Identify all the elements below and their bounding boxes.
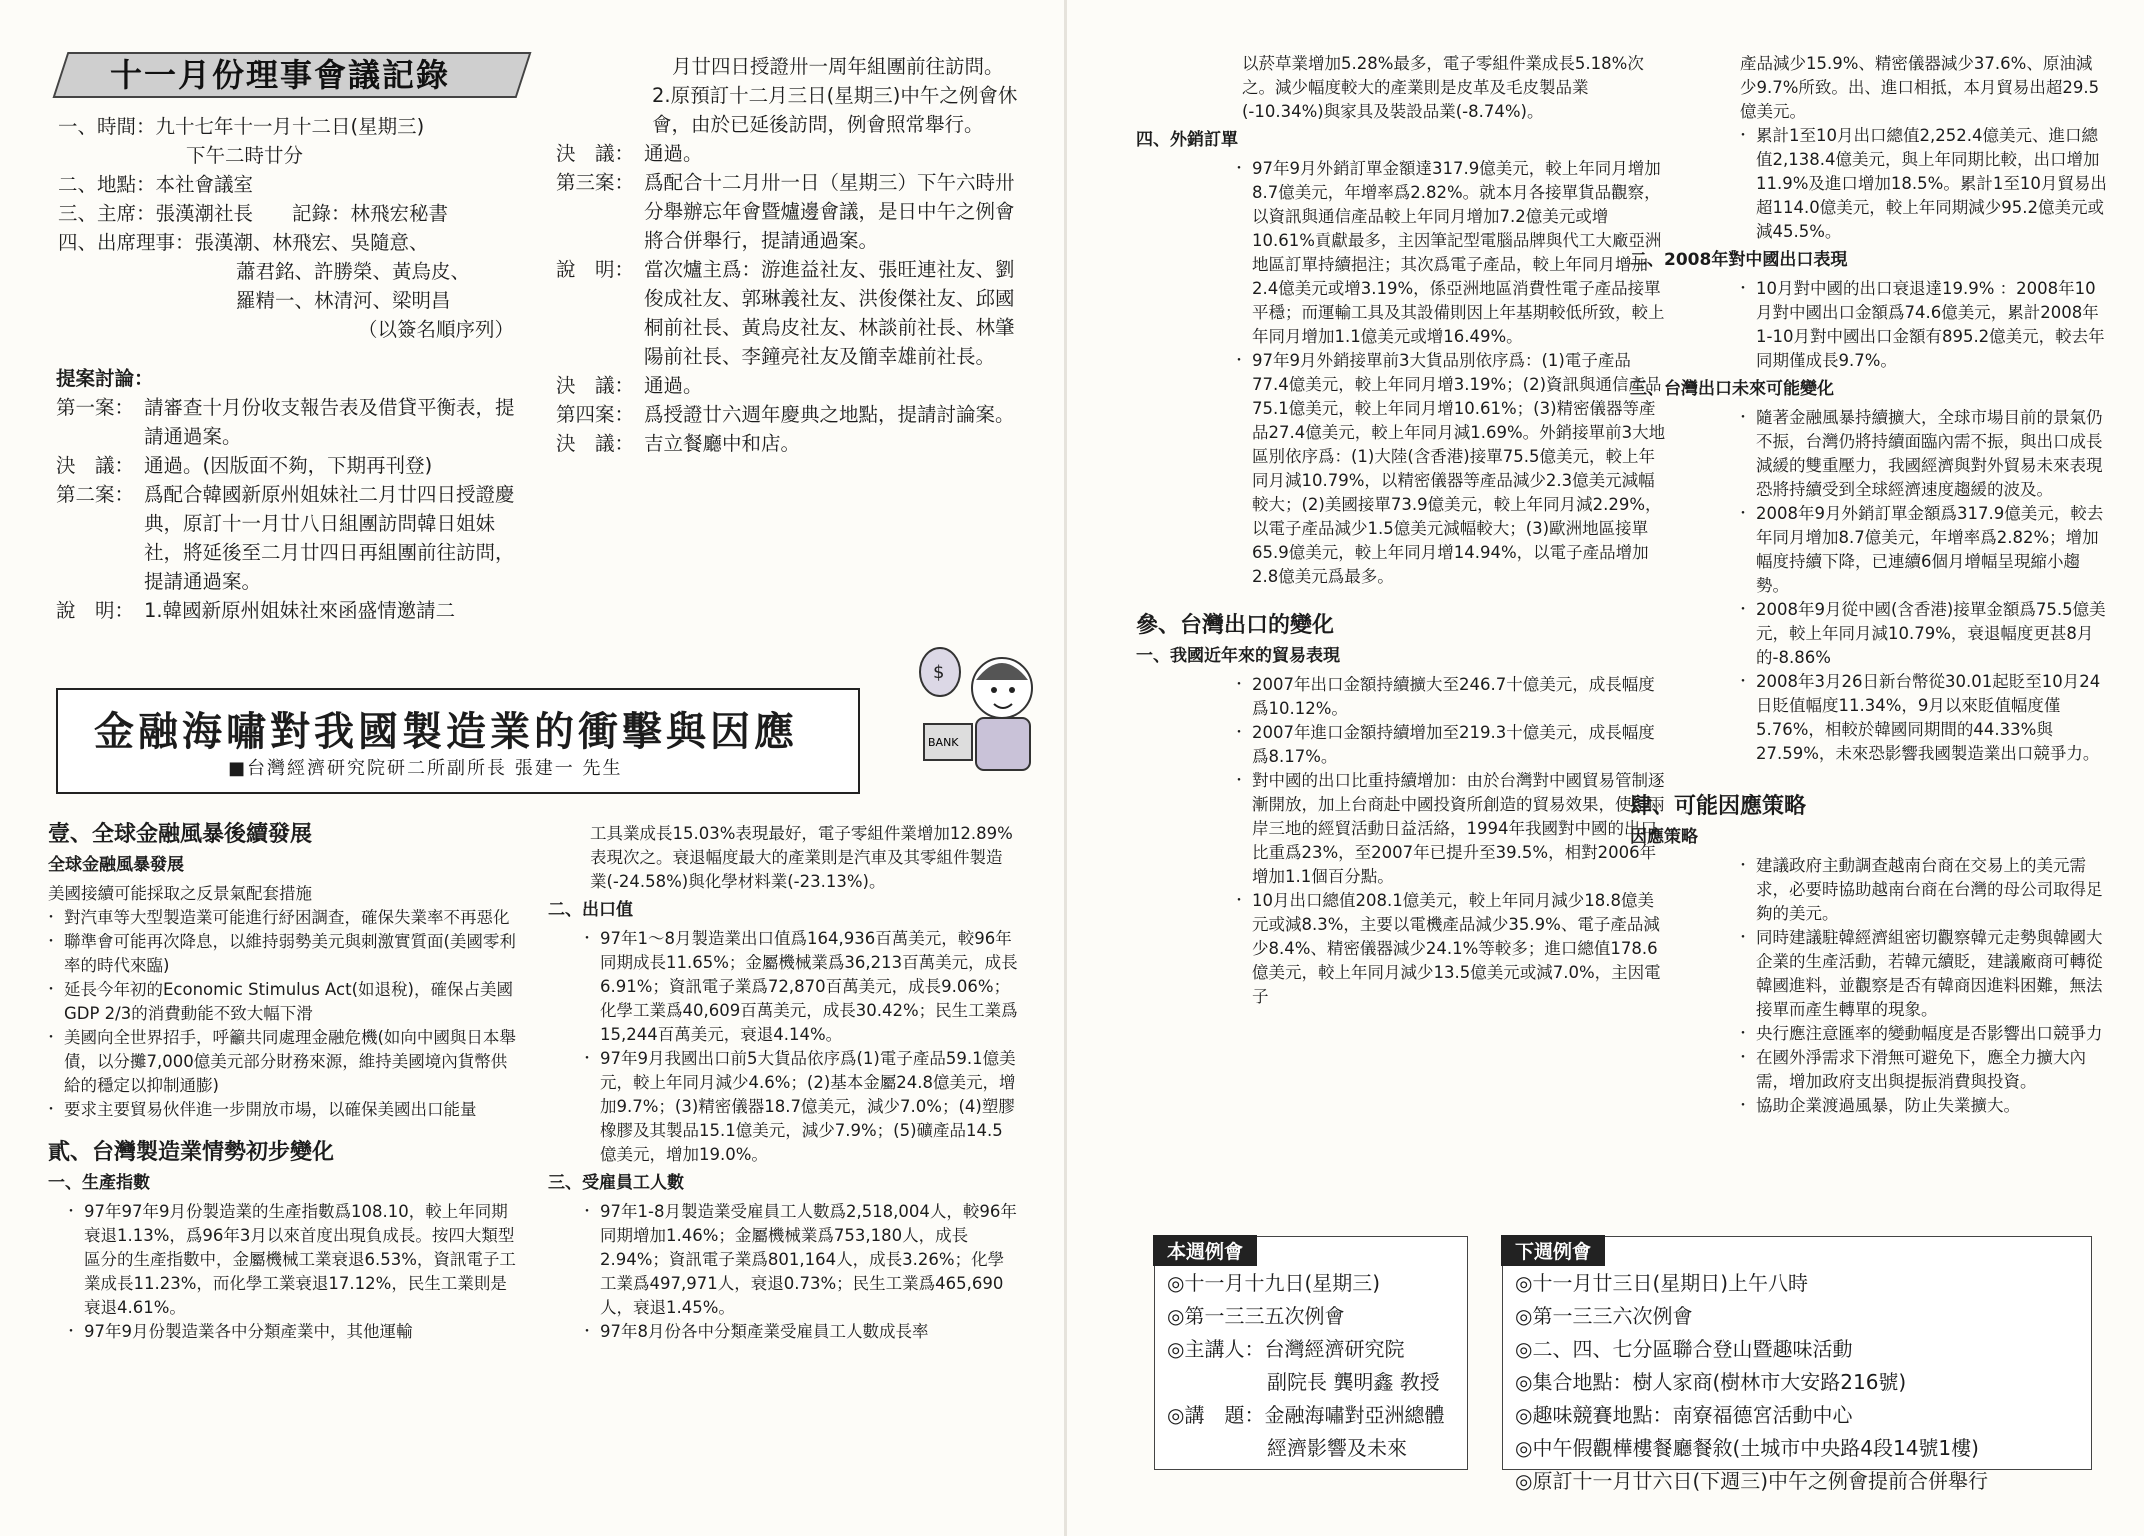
bullet-item: ・ 2007年出口金額持續擴大至246.7十億美元，成長幅度爲10.12%。 [1236,673,1666,721]
proposal-row [56,480,526,596]
china-export-points [1630,277,2108,373]
bullet-item: ・ 97年1～8月製造業出口值爲164,936百萬美元，較96年同期成長11.65%；金屬機械業爲36,213百萬美元，成長6.91%；資訊電子業爲72,870百萬美元，成長9.06%；化學工業爲40,609百萬美元，成長30.42%；民生工業爲15,244百萬美元，衰退4.14%。 [584,927,1018,1047]
note1-continued: 月廿四日授證卅一周年組團前往訪問。 [672,55,1004,78]
future-change-heading: 三、台灣出口未來可能變化 [1630,379,1834,399]
proposal-row [556,139,1026,168]
bullet-item: ・ 97年9月我國出口前5大貨品依序爲(1)電子產品59.1億美元，較上年同月減少4.6%；(2)基本金屬24.8億美元，增加9.7%；(3)精密儀器18.7億美元，減少7.0%；(4)塑膠橡膠及其製品15.1億美元，減少7.9%；(5)礦產品14.5億美元，增加19.0%。 [584,1047,1018,1167]
meeting-item-text: （以簽名順序列） [358,318,515,341]
banker-illustration-icon [906,632,1056,782]
strategy-points [1630,854,2108,1118]
meeting-item-label: 四、出席理事： [58,231,195,254]
proposal-text: 通過。 [644,142,703,165]
meeting-item-text: 張漢潮、林飛宏、吳隨意、 [194,231,429,254]
meeting-item-label [58,257,236,286]
meeting-item-label: 三、主席： [58,202,156,225]
strategy-heading: 因應策略 [1630,827,1698,847]
bullet-item: ・ 97年9月份製造業各中分類產業中，其他運輸 [68,1320,522,1344]
meeting-item-text: 九十七年十一月十二日(星期三) [155,115,425,138]
meeting-item-text: 本社會議室 [155,173,254,196]
proposal-text: 通過。 [644,374,703,397]
export-orders-points [1136,157,1666,589]
proposal-row [556,168,1026,255]
proposal-row [556,400,1026,429]
meeting-line: ◎講 題：金融海嘯對亞洲總體 [1167,1403,1445,1427]
svg-text:BANK: BANK [928,736,959,749]
svg-text:$: $ [933,662,945,683]
proposal-label: 說 明： [56,599,135,622]
proposal-label: 決 議： [556,432,635,455]
section2-points1 [48,1200,522,1344]
meeting-line: ◎原訂十一月廿六日(下週三)中午之例會提前合併舉行 [1515,1469,1989,1493]
bullet-item: ・ 在國外淨需求下滑無可避免下，應全力擴大內需，增加政府支出與提振消費與投資。 [1740,1046,2108,1094]
bullet-item: ・ 央行應注意匯率的變動幅度是否影響出口競爭力 [1740,1022,2108,1046]
proposal-heading: 提案討論： [56,367,154,390]
meeting-item-row [58,170,528,199]
meeting-item-label: 一、時間： [58,115,156,138]
bullet-item: ・ 2008年9月外銷訂單金額爲317.9億美元，較去年同月增加8.7億美元，年增率爲2.82%；增加幅度持續下降，已連續6個月增幅呈現縮小趨勢。 [1740,502,2108,598]
bullet-item: ・ 2007年進口金額持續增加至219.3十億美元，成長幅度爲8.17%。 [1236,721,1666,769]
meeting-title: 十一月份理事會議記錄 [110,56,451,94]
meeting-item-label [58,315,358,344]
left-page [0,0,1060,1536]
bullet-item: ・ 同時建議駐韓經濟組密切觀察韓元走勢與韓國大企業的生產活動，若韓元續貶，建議廠商可轉從韓國進料，並觀察是否有韓商因進料困難，無法接單而產生轉單的現象。 [1740,926,2108,1022]
trade-performance-heading: 一、我國近年來的貿易表現 [1136,646,1340,666]
bullet-item: ・ 聯準會可能再次降息，以維持弱勢美元與刺激實質面(美國零利率的時代來臨) [48,930,522,978]
article-col2 [548,822,1018,1344]
meeting-line: ◎中午假觀樺樓餐廳餐敘(土城市中央路4段14號1樓) [1515,1436,1979,1460]
bullet-item: ・ 延長今年初的Economic Stimulus Act(如退稅)，確保占美國GDP 2/3的消費動能不致大幅下滑 [48,978,522,1026]
future-change-points [1630,406,2108,766]
export-orders-heading: 四、外銷訂單 [1136,130,1238,150]
section2-heading: 貳、台灣製造業情勢初步變化 [48,1140,335,1165]
this-week-lines [1167,1267,1444,1465]
bullet-item: ・ 2008年3月26日新台幣從30.01起貶至10月24日貶值幅度11.34%，9月以來貶值幅度僅5.76%，相較於韓國同期間的44.33%與27.59%，未來恐影響我國製造業出口競爭力。 [1740,670,2108,766]
bullet-item: ・ 累計1至10月出口總值2,252.4億美元、進口總值2,138.4億美元，與上年同期比較，出口增加11.9%及進口增加18.5%。累計1至10月貿易出超114.0億美元，較上年同期減少95.2億美元或減45.5%。 [1740,124,2108,244]
proposal-text: 吉立餐廳中和店。 [644,432,801,455]
meeting-item-row [58,257,528,286]
proposal-text: 爲授證廿六週年慶典之地點，提請討論案。 [644,403,1015,426]
meeting-line: ◎第一三三五次例會 [1167,1304,1345,1328]
article-byline: ■台灣經濟研究院研二所副所長 張建一 先生 [228,758,623,779]
meeting-line: 經濟影響及未來 [1167,1436,1407,1460]
this-week-meeting-box [1154,1236,1468,1470]
meeting-item-label: 二、地點： [58,173,156,196]
section1-points [48,906,522,1122]
meeting-line: ◎第一三三六次例會 [1515,1304,1693,1328]
proposal-label: 第二案： [56,483,135,506]
meeting-item-label [58,141,186,170]
next-week-lines [1515,1267,1988,1498]
bullet-item: ・ 要求主要貿易伙伴進一步開放市場，以確保美國出口能量 [48,1098,522,1122]
employees-points [548,1200,1018,1344]
page-fold [1064,0,1067,1536]
employees-heading: 三、受雇員工人數 [548,1173,684,1193]
meeting-items [58,112,528,344]
proposal-row [56,393,526,451]
proposal-text: 1.韓國新原州姐妹社來函盛情邀請二 [144,599,456,622]
proposal-text: 當次爐主爲：游進益社友、張旺連社友、劉俊成社友、郭琳義社友、洪俊傑社友、邱國桐前社長、黃烏皮社友、林談前社長、林肇陽前社長、李鐘亮社友及簡幸雄前社長。 [644,258,1015,368]
proposal-row [556,255,1026,371]
bullet-item: ・ 97年8月份各中分類產業受雇員工人數成長率 [584,1320,1018,1344]
proposal-label: 決 議： [556,374,635,397]
this-week-tag: 本週例會 [1153,1235,1257,1266]
meeting-proposals-col1 [56,364,526,625]
section1-sub2: 美國接續可能採取之反景氣配套措施 [48,884,312,903]
right-col2 [1630,52,2108,1118]
proposal-row [56,451,526,480]
proposal-text: 請審查十月份收支報告表及借貸平衡表，提請通過案。 [144,396,515,448]
next-week-tag: 下週例會 [1501,1235,1605,1266]
section3-heading: 參、台灣出口的變化 [1136,613,1335,638]
proposal-label: 第四案： [556,403,635,426]
bullet-item: ・ 97年97年9月份製造業的生產指數爲108.10，較上年同期衰退1.13%，爲96年3月以來首度出現負成長。按四大類型區分的生產指數中，金屬機械工業衰退6.53%，資訊電子工業成長11.23%，而化學工業衰退17.12%，民生工業則是衰退4.61%。 [68,1200,522,1320]
bullet-item: ・ 對中國的出口比重持續增加：由於台灣對中國貿易管制逐漸開放，加上台商赴中國投資所創造的貿易效果，使得兩岸三地的經貿活動日益活絡，1994年我國對中國的出口比重爲23%，至2007年已提升至39.5%，相對2006年增加1.1個百分點。 [1236,769,1666,889]
proposal-text: 通過。(因版面不夠，下期再刊登) [144,454,433,477]
right-page [1072,0,2132,1536]
meeting-line: ◎十一月廿三日(星期日)上午八時 [1515,1271,1809,1295]
section2-sub1: 一、生產指數 [48,1173,150,1193]
meeting-item-row [58,228,528,257]
meeting-item-label [58,286,236,315]
article-col1 [48,812,522,1344]
note2: 2.原預訂十二月三日(星期三)中午之例會休會，由於已延後訪問，例會照常舉行。 [652,84,1018,136]
meeting-item-text: 蕭君銘、許勝榮、黃烏皮、 [236,260,471,283]
bullet-item: ・ 97年1-8月製造業受雇員工人數爲2,518,004人，較96年同期增加1.46%；金屬機械業爲753,180人，成長2.94%；資訊電子業爲801,164人，成長3.26%；化學工業爲497,971人，衰退0.73%；民生工業爲465,690人，衰退1.45%。 [584,1200,1018,1320]
section1-sub: 全球金融風暴發展 [48,855,184,875]
proposal-text: 爲配合韓國新原州姐妹社二月廿四日授證慶典，原訂十一月廿八日組團訪問韓日姐妹社，將延後至二月廿四日再組團前往訪問，提請通過案。 [144,483,515,593]
export-value-heading: 二、出口值 [548,900,633,920]
meeting-item-row [58,112,528,141]
bullet-item: ・ 2008年9月從中國(含香港)接單金額爲75.5億美元，較上年同月減10.79%，衰退幅度更甚8月的-8.86% [1740,598,2108,670]
col2-continued: 工具業成長15.03%表現最好，電子零組件業增加12.89%表現次之。衰退幅度最大的產業則是汽車及其零組件製造業(-24.58%)與化學材料業(-23.13%)。 [590,824,1013,891]
china-export-heading: 二、2008年對中國出口表現 [1630,250,1848,270]
meeting-proposals-col2 [556,52,1026,458]
section1-heading: 壹、全球金融風暴後續發展 [48,822,313,847]
proposal-label: 決 議： [556,142,635,165]
meeting-item-row [58,199,528,228]
meeting-item-text: 下午二時廿分 [186,144,304,167]
bullet-item: ・ 97年9月外銷訂單金額達317.9億美元，較上年同月增加8.7億美元，年增率爲2.82%。就本月各接單貨品觀察，以資訊與通信產品較上年同月增加7.2億美元或增10.61%貢獻最多，主因筆記型電腦品牌與代工大廠亞洲地區訂單持續挹注；其次爲電子產品，較上年同月增加2.4億美元或增3.19%，係亞洲地區消費性電子產品接單平穩；而運輸工具及其設備則因上年基期較低所致，較上年同月增加1.1億美元或增16.49%。 [1236,157,1666,349]
meeting-line: ◎集合地點：樹人家商(樹林市大安路216號) [1515,1370,1907,1394]
bullet-item: ・ 美國向全世界招手，呼籲共同處理金融危機(如向中國與日本舉債，以分攤7,000億美元部分財務來源，維持美國境內貨幣供給的穩定以抑制通膨) [48,1026,522,1098]
meeting-line: 副院長 龔明鑫 教授 [1167,1370,1440,1394]
bullet-item: ・ 隨著金融風暴持續擴大，全球市場目前的景氣仍不振，台灣仍將持續面臨內需不振，與出口成長減緩的雙重壓力，我國經濟與對外貿易未來表現恐將持續受到全球經濟速度趨緩的波及。 [1740,406,2108,502]
proposal-label: 第一案： [56,396,135,419]
meeting-line: ◎十一月十九日(星期三) [1167,1271,1381,1295]
bullet-item: ・ 建議政府主動調查越南台商在交易上的美元需求，必要時協助越南台商在台灣的母公司取得足夠的美元。 [1740,854,2108,926]
meeting-line: ◎趣味競賽地點：南寮福德宮活動中心 [1515,1403,1853,1427]
bullet-item: ・ 10月對中國的出口衰退達19.9% ：2008年10月對中國出口金額爲74.6億美元，累計2008年1-10月對中國出口金額有895.2億美元，較去年同期僅成長9.7%。 [1740,277,2108,373]
proposal-label: 第三案： [556,171,635,194]
export-value-points [548,927,1018,1167]
meeting-item-text: 張漢潮社長 記錄：林飛宏秘書 [155,202,449,225]
proposal-label: 決 議： [56,454,135,477]
right-col1 [1136,52,1666,1009]
proposal-label: 說 明： [556,258,635,281]
meeting-line: ◎二、四、七分區聯合登山暨趣味活動 [1515,1337,1853,1361]
meeting-line: ◎主講人：台灣經濟研究院 [1167,1337,1405,1361]
proposal-row [556,371,1026,400]
bullet-item: ・ 97年9月外銷接單前3大貨品別依序爲：(1)電子產品77.4億美元，較上年同月增3.19%；(2)資訊與通信產品75.1億美元，較上年同月增10.61%；(3)精密儀器等產品27.4億美元，較上年同月減1.69%。外銷接單前3大地區別依序爲：(1)大陸(含香港)接單75.5億美元，較上年同月減10.79%，以精密儀器等產品減少2.3億美元減幅較大；(2)美國接單73.9億美元，較上年同月減2.29%，以電子產品減少1.5億美元減幅較大；(3)歐洲地區接單65.9億美元，較上年同月增14.94%，以電子產品增加2.8億美元爲最多。 [1236,349,1666,589]
right-col1-intro: 以菸草業增加5.28%最多，電子零組件業成長5.18%次之。減少幅度較大的產業則是皮革及毛皮製品業(-10.34%)與家具及裝設品業(-8.74%)。 [1242,54,1644,121]
bullet-item: ・ 10月出口總值208.1億美元，較上年同月減少18.8億美元或減8.3%，主要以電機產品減少35.9%、電子產品減少8.4%、精密儀器減少24.1%等較多；進口總值178.6億美元，較上年同月減少13.5億美元或減7.0%，主因電子 [1236,889,1666,1009]
bullet-item: ・ 對汽車等大型製造業可能進行紓困調查，確保失業率不再惡化 [48,906,522,930]
meeting-item-row [58,141,528,170]
meeting-item-row [58,286,528,315]
proposal-row [556,429,1026,458]
proposal-row [56,596,526,625]
meeting-item-row [58,315,528,344]
right-col2-continued: 產品減少15.9%、精密儀器減少37.6%、原油減少9.7%所致。出、進口相抵，本月貿易出超29.5億美元。 [1740,54,2100,121]
cumulative-trade-points [1630,124,2108,244]
article-title-box [56,662,959,794]
meeting-item-text: 羅精一、林清河、梁明昌 [236,289,451,312]
proposal-text: 爲配合十二月卅一日（星期三）下午六時卅分舉辦忘年會暨爐邊會議，是日中午之例會將合併舉行，提請通過案。 [644,171,1015,252]
next-week-meeting-box [1502,1236,2092,1493]
section4-heading: 肆、可能因應策略 [1630,794,1807,819]
bullet-item: ・ 協助企業渡過風暴，防止失業擴大。 [1740,1094,2108,1118]
article-title: 金融海嘯對我國製造業的衝擊與因應 [94,709,798,755]
trade-performance-points [1136,673,1666,1009]
